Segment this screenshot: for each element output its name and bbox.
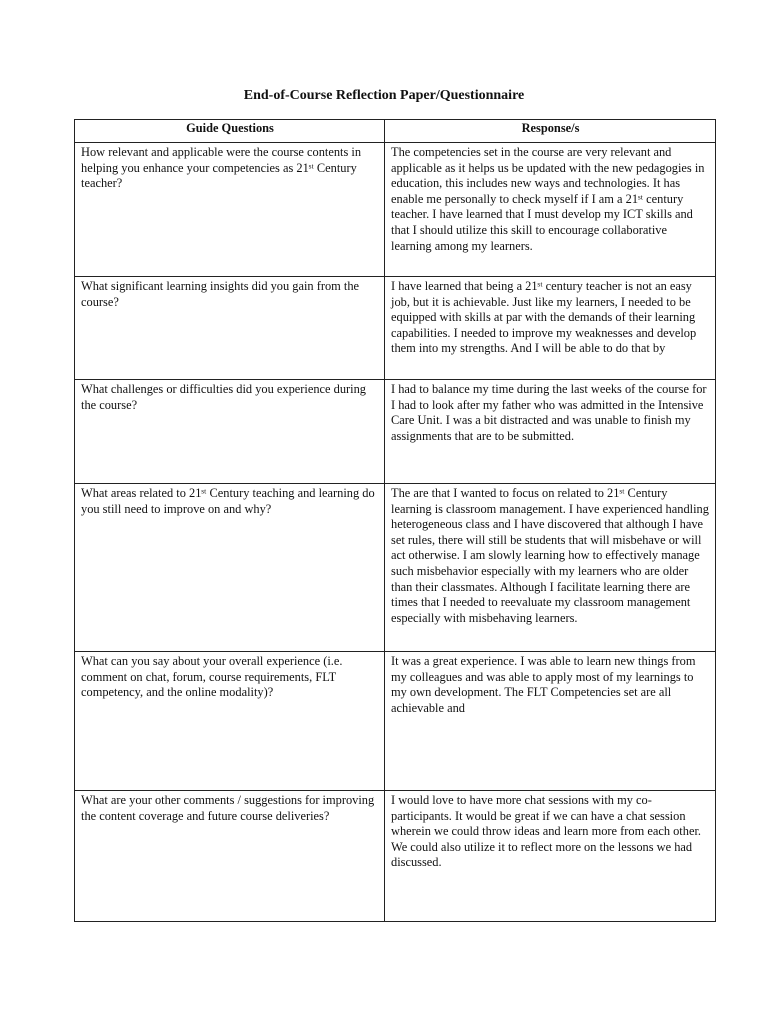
- table-header-row: [75, 120, 716, 143]
- table-row: [75, 652, 716, 791]
- question-cell: What significant learning insights did you gain from the course?: [75, 277, 385, 380]
- table-row: [75, 143, 716, 277]
- table-row: [75, 484, 716, 652]
- question-cell: How relevant and applicable were the course contents in helping you enhance your competencies as 21ˢᵗ Century teacher?: [75, 143, 385, 277]
- response-cell: I had to balance my time during the last weeks of the course for I had to look after my father who was admitted in the Intensive Care Unit. I was a bit distracted and was unable to finish my assignments that are to be submitted.: [385, 380, 716, 484]
- response-cell: I would love to have more chat sessions with my co-participants. It would be great if we can have a chat session wherein we could throw ideas and learn more from each other. We could also utilize it to reflect more on the lessons we had discussed.: [385, 791, 716, 922]
- question-cell: What can you say about your overall experience (i.e. comment on chat, forum, course requirements, FLT competency, and the online modality)?: [75, 652, 385, 791]
- page-title: End-of-Course Reflection Paper/Questionnaire: [243, 88, 525, 103]
- question-cell: What challenges or difficulties did you experience during the course?: [75, 380, 385, 484]
- response-cell: The competencies set in the course are very relevant and applicable as it helps us be updated with the new pedagogies in education, this includes new ways and technologies. It has enable me personally to check myself if I am a 21ˢᵗ century teacher. I have learned that I must develop my ICT skills and that I should utilize this skill to encourage collaborative learning among my learners.: [385, 143, 716, 277]
- table-row: [75, 380, 716, 484]
- response-cell: The are that I wanted to focus on related to 21ˢᵗ Century learning is classroom management. I have experienced handling heterogeneous class and I have discovered that although I have set rules, there will still be students that will misbehave or will act otherwise. I am slowly learning how to effectively manage such misbehavior especially with my learners who are older than their classmates. Although I facilitate learning there are times that I needed to reevaluate my classroom management especially with misbehaving learners.: [385, 484, 716, 652]
- question-cell: What are your other comments / suggestions for improving the content coverage and future course deliveries?: [75, 791, 385, 922]
- response-cell: I have learned that being a 21ˢᵗ century teacher is not an easy job, but it is achievable. Just like my learners, I needed to be equipped with skills at par with the demands of their learning capabilities. I needed to improve my weaknesses and develop them into my strengths. And I will be able to do that by: [385, 277, 716, 380]
- question-cell: What areas related to 21ˢᵗ Century teaching and learning do you still need to improve on and why?: [75, 484, 385, 652]
- table-row: [75, 791, 716, 922]
- header-guide-questions: Guide Questions: [75, 120, 385, 143]
- questionnaire-table: [74, 119, 716, 922]
- table-row: [75, 277, 716, 380]
- header-responses: Response/s: [385, 120, 716, 143]
- response-cell: It was a great experience. I was able to learn new things from my colleagues and was able to apply most of my learnings to my own development. The FLT Competencies set are all achievable and: [385, 652, 716, 791]
